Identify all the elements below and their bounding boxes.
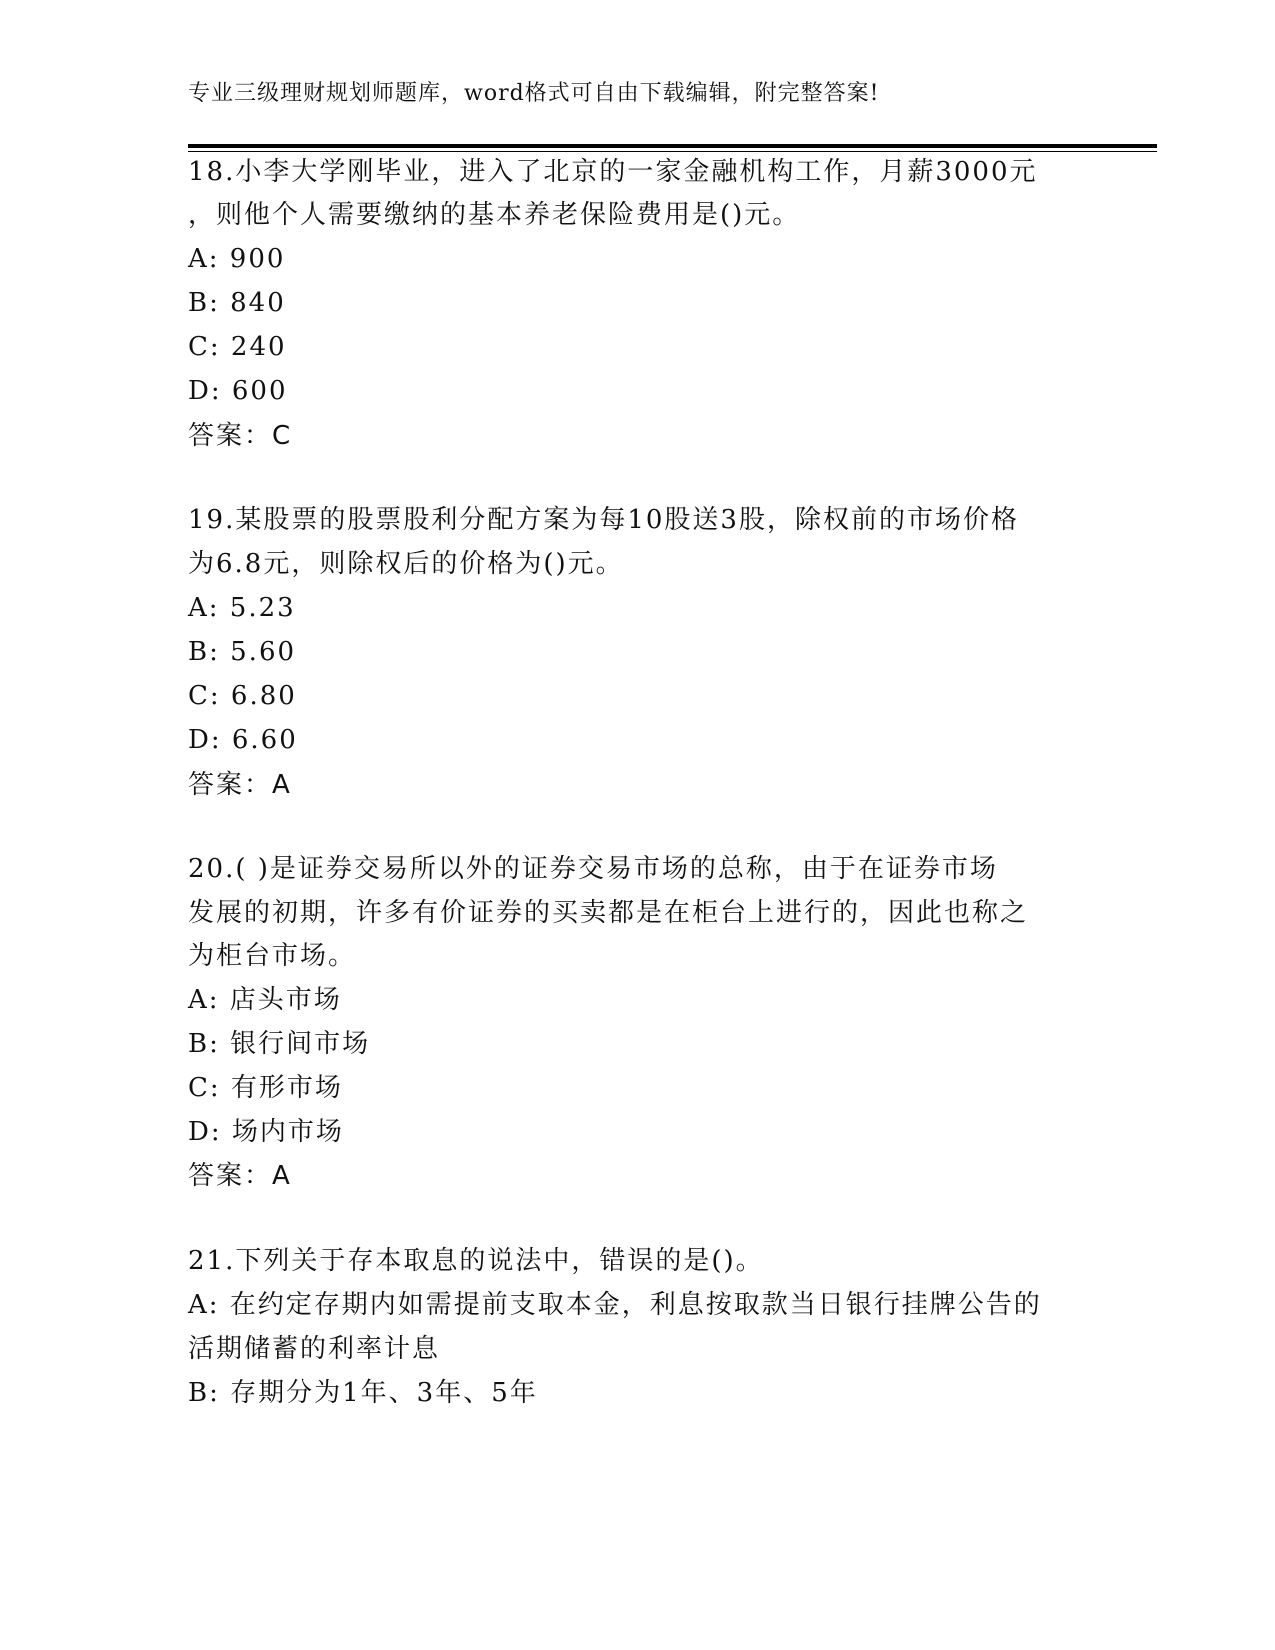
question-18-answer: 答案：C <box>188 421 293 451</box>
question-20-answer: 答案：A <box>188 1161 292 1191</box>
question-19-stem-line-1: 19.某股票的股票股利分配方案为每10股送3股，除权前的市场价格 <box>188 505 1019 535</box>
question-19-option-b: B: 5.60 <box>188 637 297 667</box>
question-20-option-d: D: 场内市场 <box>188 1117 344 1147</box>
question-18-stem-line-2: ，则他个人需要缴纳的基本养老保险费用是()元。 <box>188 200 801 230</box>
question-21-option-a-line-1: A: 在约定存期内如需提前支取本金，利息按取款当日银行挂牌公告的 <box>188 1290 1042 1320</box>
question-20-option-c: C: 有形市场 <box>188 1073 343 1103</box>
question-20-stem-line-2: 发展的初期，许多有价证券的买卖都是在柜台上进行的，因此也称之 <box>188 898 1029 928</box>
question-19-option-d: D: 6.60 <box>188 725 298 755</box>
question-18-option-c: C: 240 <box>188 332 287 362</box>
question-20-stem-line-1: 20.( )是证券交易所以外的证券交易市场的总称，由于在证券市场 <box>188 854 998 884</box>
question-20-option-a: A: 店头市场 <box>188 985 342 1015</box>
question-18-option-d: D: 600 <box>188 376 288 406</box>
question-18-option-b: B: 840 <box>188 288 286 318</box>
question-21-stem-line-1: 21.下列关于存本取息的说法中，错误的是()。 <box>188 1246 764 1276</box>
header-rule-thin <box>188 151 1157 152</box>
question-21-option-b: B: 存期分为1年、3年、5年 <box>188 1378 538 1408</box>
header-rule-thick <box>188 144 1157 148</box>
question-19-option-c: C: 6.80 <box>188 681 297 711</box>
question-20-stem-line-3: 为柜台市场。 <box>188 941 357 971</box>
document-header: 专业三级理财规划师题库，word格式可自由下载编辑，附完整答案! <box>188 81 880 106</box>
question-20-option-b: B: 银行间市场 <box>188 1029 371 1059</box>
question-19-option-a: A: 5.23 <box>188 593 296 623</box>
question-19-answer: 答案：A <box>188 770 292 800</box>
question-21-option-a-line-2: 活期储蓄的利率计息 <box>188 1334 441 1364</box>
question-18-option-a: A: 900 <box>188 244 286 274</box>
question-19-stem-line-2: 为6.8元，则除权后的价格为()元。 <box>188 549 624 579</box>
question-18-stem-line-1: 18.小李大学刚毕业，进入了北京的一家金融机构工作，月薪3000元 <box>188 157 1038 187</box>
